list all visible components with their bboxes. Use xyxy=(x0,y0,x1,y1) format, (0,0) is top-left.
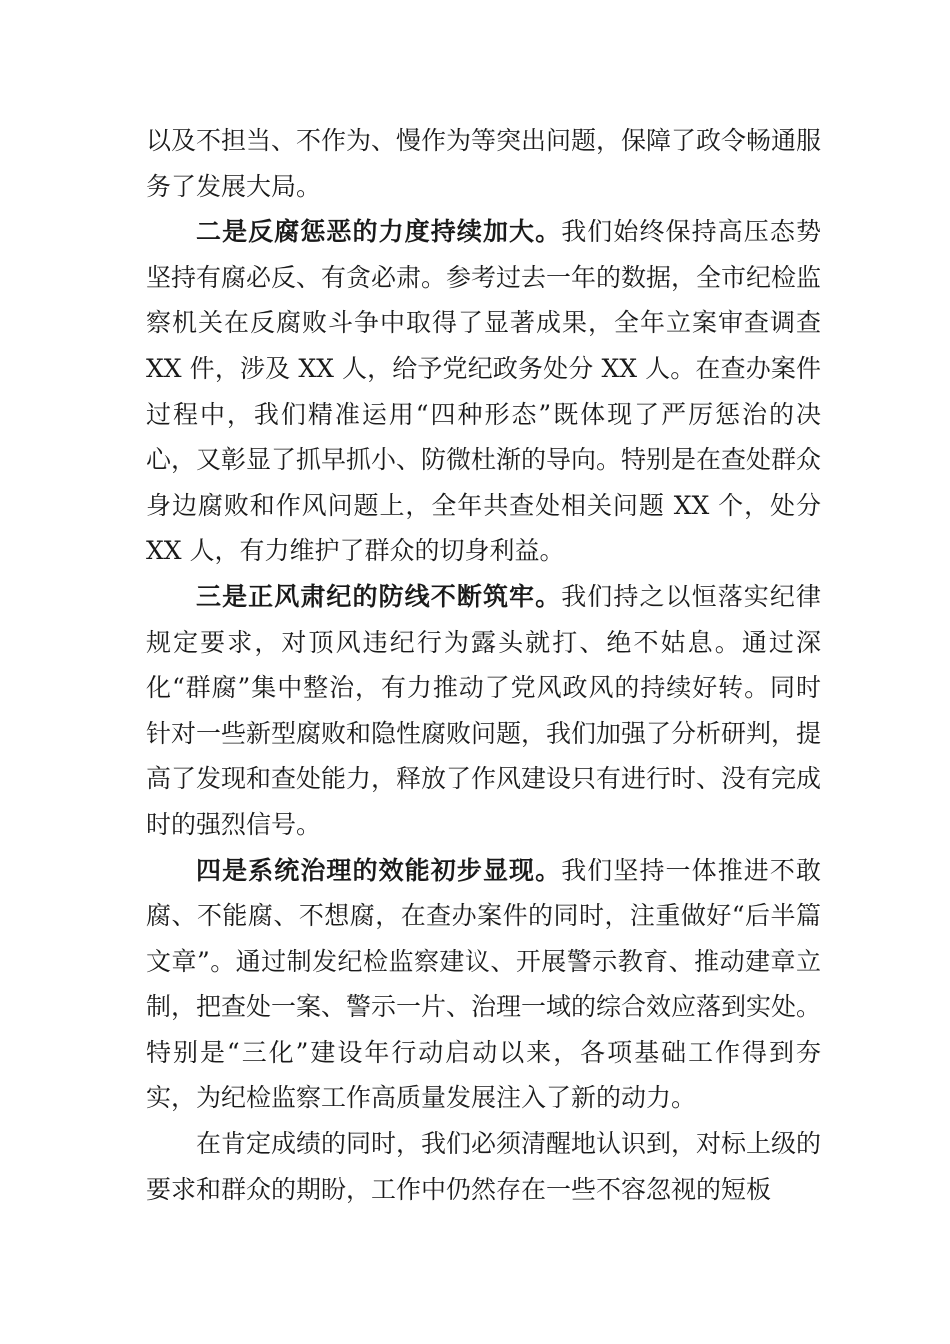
paragraph-text: 以及不担当、不作为、慢作为等突出问题，保障了政令畅通服务了发展大局。 xyxy=(146,126,822,201)
paragraph-heading: 三是正风肃纪的防线不断筑牢。 xyxy=(196,581,562,611)
paragraph-heading: 四是系统治理的效能初步显现。 xyxy=(196,855,562,885)
paragraph-text: 我们持之以恒落实纪律规定要求，对顶风违纪行为露头就打、绝不姑息。通过深化“群腐”集中整治，有力推动了党风政风的持续好转。同时针对一些新型腐败和隐性腐败问题，我们加强了分析研判，提高了发现和查处能力，释放了作风建设只有进行时、没有完成时的强烈信号。 xyxy=(146,581,822,839)
paragraph-text: 我们坚持一体推进不敢腐、不能腐、不想腐，在查办案件的同时，注重做好“后半篇文章”。通过制发纪检监察建议、开展警示教育、推动建章立制，把查处一案、警示一片、治理一域的综合效应落到实处。特别是“三化”建设年行动启动以来，各项基础工作得到夯实，为纪检监察工作高质量发展注入了新的动力。 xyxy=(146,855,822,1113)
paragraph-shortcomings xyxy=(146,1121,821,1212)
document-body xyxy=(146,118,821,1212)
paragraph-governance xyxy=(146,848,821,1122)
paragraph-continuation xyxy=(146,118,821,209)
paragraph-heading: 二是反腐惩恶的力度持续加大。 xyxy=(196,217,562,247)
paragraph-text: 在肯定成绩的同时，我们必须清醒地认识到，对标上级的要求和群众的期盼，工作中仍然存在一些不容忽视的短板 xyxy=(146,1129,822,1204)
paragraph-text: 我们始终保持高压态势坚持有腐必反、有贪必肃。参考过去一年的数据，全市纪检监察机关在反腐败斗争中取得了显著成果，全年立案审查调查 XX 件，涉及 XX 人，给予党纪政务处分 XX 人。在查办案件过程中，我们精准运用“四种形态”既体现了严厉惩治的决心，又彰显了抓早抓小、防微杜渐的导向。特别是在查处群众身边腐败和作风问题上，全年共查处相关问题 XX 个，处分 XX 人，有力维护了群众的切身利益。 xyxy=(146,217,822,566)
paragraph-discipline xyxy=(146,574,821,848)
paragraph-anti-corruption xyxy=(146,209,821,574)
